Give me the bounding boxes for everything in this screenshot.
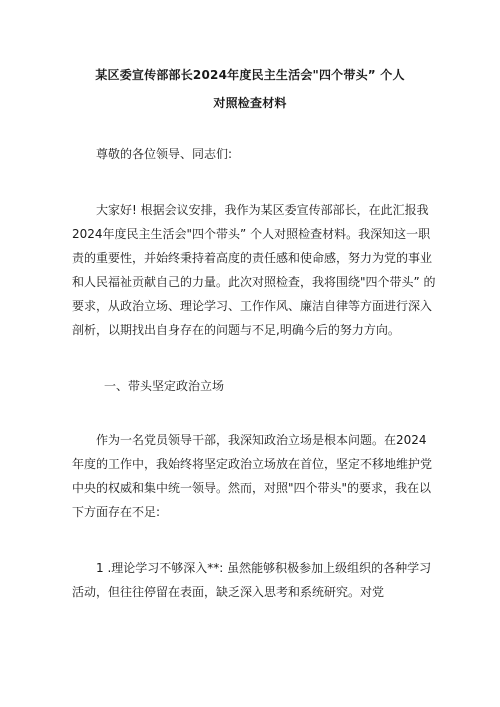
intro-line: 责的重要性，并始终秉持着高度的责任感和使命感，努力为党的事业 (72, 251, 433, 265)
point-line: 1 .理论学习不够深入**: 虽然能够积极参加上级组织的各种学习 (96, 561, 432, 575)
salutation: 尊敬的各位领导、同志们: (96, 147, 233, 161)
document-title-line-2: 对照检查材料 (213, 96, 287, 110)
section-line: 作为一名党员领导干部，我深知政治立场是根本问题。在2024 (96, 433, 427, 447)
intro-line: 剖析，以期找出自身存在的问题与不足,明确今后的努力方向。 (72, 323, 400, 337)
section-line: 年度的工作中，我始终将坚定政治立场放在首位，坚定不移地维护党 (72, 457, 433, 471)
intro-line: 和人民福祉贡献自己的力量。此次对照检查，我将围绕"四个带头” 的 (72, 275, 436, 289)
section-heading: 一、带头坚定政治立场 (104, 379, 225, 393)
section-line: 中央的权威和集中统一领导。然而，对照"四个带头"的要求，我在以 (72, 481, 432, 495)
intro-line: 2024年度民主生活会"四个带头” 个人对照检查材料。我深知这一职 (72, 227, 431, 241)
intro-line: 要求，从政治立场、理论学习、工作作风、廉洁自律等方面进行深入 (72, 299, 433, 313)
intro-line: 大家好! 根据会议安排，我作为某区委宣传部部长，在此汇报我 (96, 203, 429, 217)
point-line: 活动，但往往停留在表面，缺乏深入思考和系统研究。对党 (72, 585, 385, 599)
document-title-line-1: 某区委宣传部部长2024年度民主生活会"四个带头” 个人 (95, 68, 405, 82)
section-line: 下方面存在不足: (72, 505, 161, 519)
